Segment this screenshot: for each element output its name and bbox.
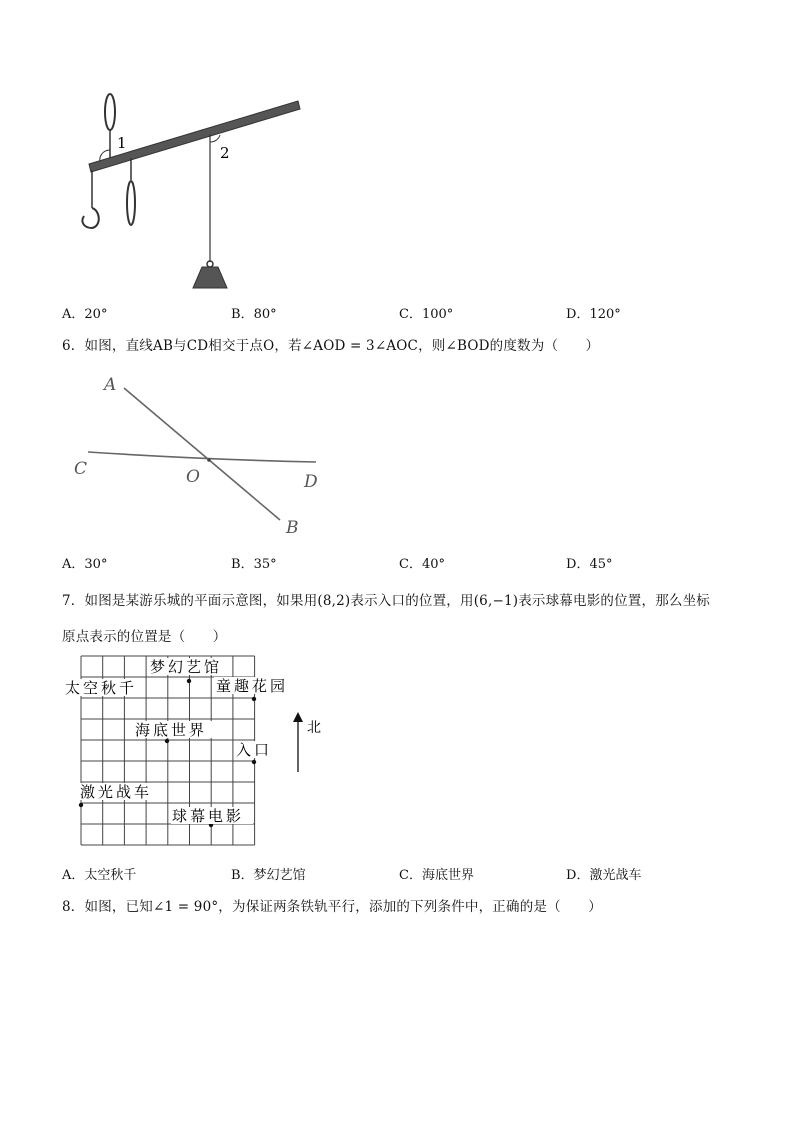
q6-option-a: A．30°: [62, 557, 108, 572]
point-ocean: [165, 739, 169, 743]
label-b: B: [286, 518, 299, 538]
q5-option-b: B．80°: [231, 307, 277, 322]
line-ab: [124, 388, 280, 520]
hanging-loop: [127, 181, 135, 225]
q7-option-a: A．太空秋千: [62, 868, 137, 883]
q7-stem-line2: 原点表示的位置是（ ）: [62, 629, 227, 645]
label-o: O: [186, 467, 200, 487]
q6-option-b: B．35°: [231, 557, 277, 572]
label-garden: 童趣花园: [216, 677, 289, 695]
q8-stem: 8．如图，已知∠1 = 90°，为保证两条铁轨平行，添加的下列条件中，正确的是（ ）: [62, 899, 602, 915]
weight: [193, 267, 227, 288]
q6-option-d: D．45°: [566, 557, 613, 572]
q7-option-c: C．海底世界: [399, 868, 474, 883]
q7-option-d: D．激光战车: [566, 868, 642, 883]
q7-option-b: B．梦幻艺馆: [231, 868, 306, 883]
angle-2-label: 2: [220, 144, 230, 162]
point-laser: [79, 803, 83, 807]
label-north: 北: [307, 720, 321, 736]
label-c: C: [74, 459, 88, 479]
label-laser: 激光战车: [80, 783, 153, 801]
q5-option-a: A．20°: [62, 307, 108, 322]
point-swing: [187, 679, 191, 683]
label-dome: 球幕电影: [172, 807, 245, 825]
point-garden: [252, 697, 256, 701]
label-d: D: [304, 472, 318, 492]
q7-map-figure: [62, 652, 332, 852]
label-ocean: 海底世界: [135, 721, 208, 739]
q7-stem-line1: 7．如图是某游乐城的平面示意图，如果用(8,2)表示入口的位置，用(6,−1)表示球幕电影的位置，那么坐标: [62, 593, 711, 609]
angle-1-label: 1: [117, 134, 127, 152]
point-entrance: [252, 760, 256, 764]
q5-figure: [78, 90, 308, 292]
label-a: A: [104, 375, 117, 395]
label-swing: 太空秋千: [65, 679, 138, 697]
hook: [82, 208, 98, 228]
q5-option-c: C．100°: [399, 307, 454, 322]
label-entrance: 入口: [236, 741, 273, 759]
q6-option-c: C．40°: [399, 557, 446, 572]
label-dream: 梦幻艺馆: [150, 658, 223, 676]
q6-figure: [70, 370, 330, 540]
north-arrow-head: [293, 712, 303, 722]
q5-option-d: D．120°: [566, 307, 621, 322]
q6-stem: 6．如图，直线AB与CD相交于点O，若∠AOD = 3∠AOC，则∠BOD的度数为（ ）: [62, 338, 600, 354]
top-loop: [105, 94, 115, 130]
